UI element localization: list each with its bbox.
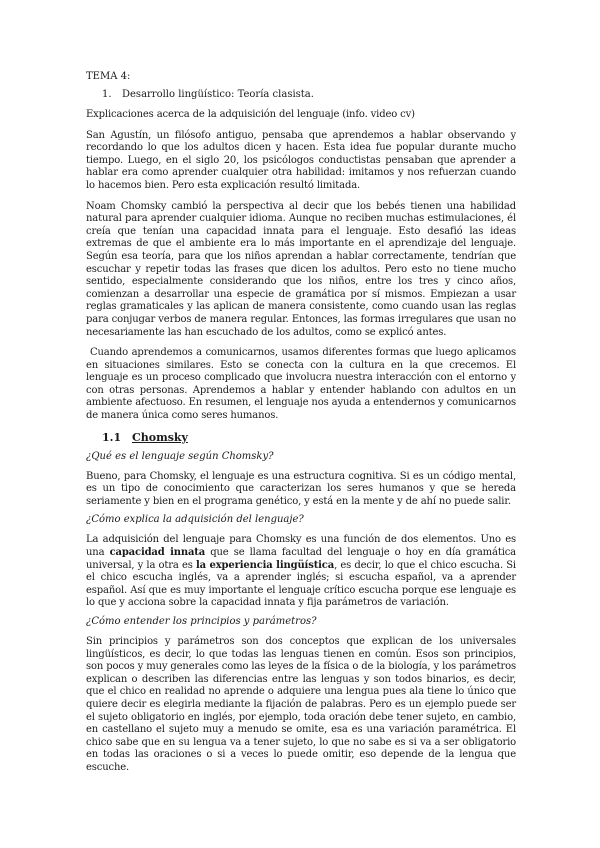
topic-heading: TEMA 4: <box>86 71 131 82</box>
item-text: Desarrollo lingüístico: Teoría clasista. <box>122 89 314 100</box>
document-page <box>86 70 516 775</box>
answer-2-text: , es decir, lo que el chico escucha. Si el chico escucha inglés, va a aprender inglés; si escucha español, va a aprender español. Así que es muy importante el lenguaje crítico escucha porque ese lenguaje es lo que y acciona sobre la capacidad innata y fija parámetros de variación. <box>86 559 516 609</box>
section-heading <box>86 431 516 445</box>
answer-2-text: La adquisición del lenguaje para Chomsky es una función de dos elementos. Uno es una <box>86 534 516 559</box>
paragraph-3: Cuando aprendemos a comunicarnos, usamos diferentes formas que luego aplicamos en situaciones similares. Esto se conecta con la cultura en la que crecemos. El lenguaje es un proceso complicado que involucra nuestra interacción con el entorno y con otras personas. Aprendemos a hablar y entender hablando con adultos en un ambiente afectuoso. En resumen, el lenguaje nos ayuda a entendernos y comunicarnos de manera única como seres humanos. <box>86 347 516 422</box>
answer-3: Sin principios y parámetros son dos conceptos que explican de los universales lingüísticos, es decir, lo que todas las lenguas tienen en común. Esos son principios, son pocos y muy generales como las leyes de la física o de la biología, y los parámetros explican o describen las diferencias entre las lenguas y son todos binarios, es decir, que el chico en realidad no aprende o adquiere una lengua pues ala tiene lo único que quiere decir es elegirla mediante la fijación de palabras. Pero es un ejemplo puede ser el sujeto obligatorio en inglés, por ejemplo, toda oración debe tener sujeto, en cambio, en castellano el sujeto muy a menudo se omite, esa es una variación paramétrica. El chico sabe que en su lengua va a tener sujeto, lo que no sabe es si va a ser obligatorio en todas las oraciones o si a veces lo puede omitir, eso depende de la lengua que escuche. <box>86 636 516 773</box>
question-1: ¿Qué es el lenguaje según Chomsky? <box>86 450 274 462</box>
question-3: ¿Cómo entender los principios y parámetros? <box>86 616 317 627</box>
item-number: 1. <box>102 89 112 100</box>
section-title: Chomsky <box>132 430 188 444</box>
numbered-item <box>86 88 516 101</box>
question-2: ¿Cómo explica la adquisición del lenguaje? <box>86 514 304 526</box>
paragraph-2: Noam Chomsky cambió la perspectiva al decir que los bebés tienen una habilidad natural para aprender cualquier idioma. Aunque no reciben muchas estimulaciones, él creía que tenían una capacidad innata para el lenguaje. Esto desafió las ideas extremas de que el ambiente era lo más importante en el aprendizaje del lenguaje. Según esa teoría, para que los niños aprendan a hablar correctamente, tendrían que escuchar y repetir todas las frases que dicen los adultos. Pero esto no tiene mucho sentido, especialmente considerando que los niños, entre los tres y cinco años, comienzan a desarrollar una especie de gramática por sí mismos. Empiezan a usar reglas gramaticales y las aplican de manera consistente, como cuando usan las reglas para conjugar verbos de manera regular. Entonces, las formas irregulares que usan no necesariamente las han escuchado de los adultos, como se explicó antes. <box>86 200 516 338</box>
section-number: 1.1 <box>102 430 122 444</box>
intro-line: Explicaciones acerca de la adquisición del lenguaje (info. video cv) <box>86 109 415 120</box>
answer-2-text: que se llama facultad del lenguaje o hoy en día gramática universal, y la otra es <box>86 547 516 571</box>
answer-1: Bueno, para Chomsky, el lenguaje es una estructura cognitiva. Si es un código mental, es un tipo de conocimiento que caracterizan los seres humanos y que se hereda seriamente y bien en el programa genético, y está en la mente y de ahí no puede salir. <box>86 470 516 507</box>
bold-term-experience: la experiencia lingüística <box>195 559 335 571</box>
paragraph-1: San Agustín, un filósofo antiguo, pensaba que aprendemos a hablar observando y recordando lo que los adultos dicen y hacen. Esta idea fue popular durante mucho tiempo. Luego, en el siglo 20, los psicólogos conductistas pensaban que aprender a hablar era como aprender cualquier otra habilidad: imitamos y nos refuerzan cuando lo hacemos bien. Pero esta explicación resultó limitada. <box>86 129 516 191</box>
bold-term-innate: capacidad innata <box>109 547 206 559</box>
answer-2 <box>86 534 516 610</box>
